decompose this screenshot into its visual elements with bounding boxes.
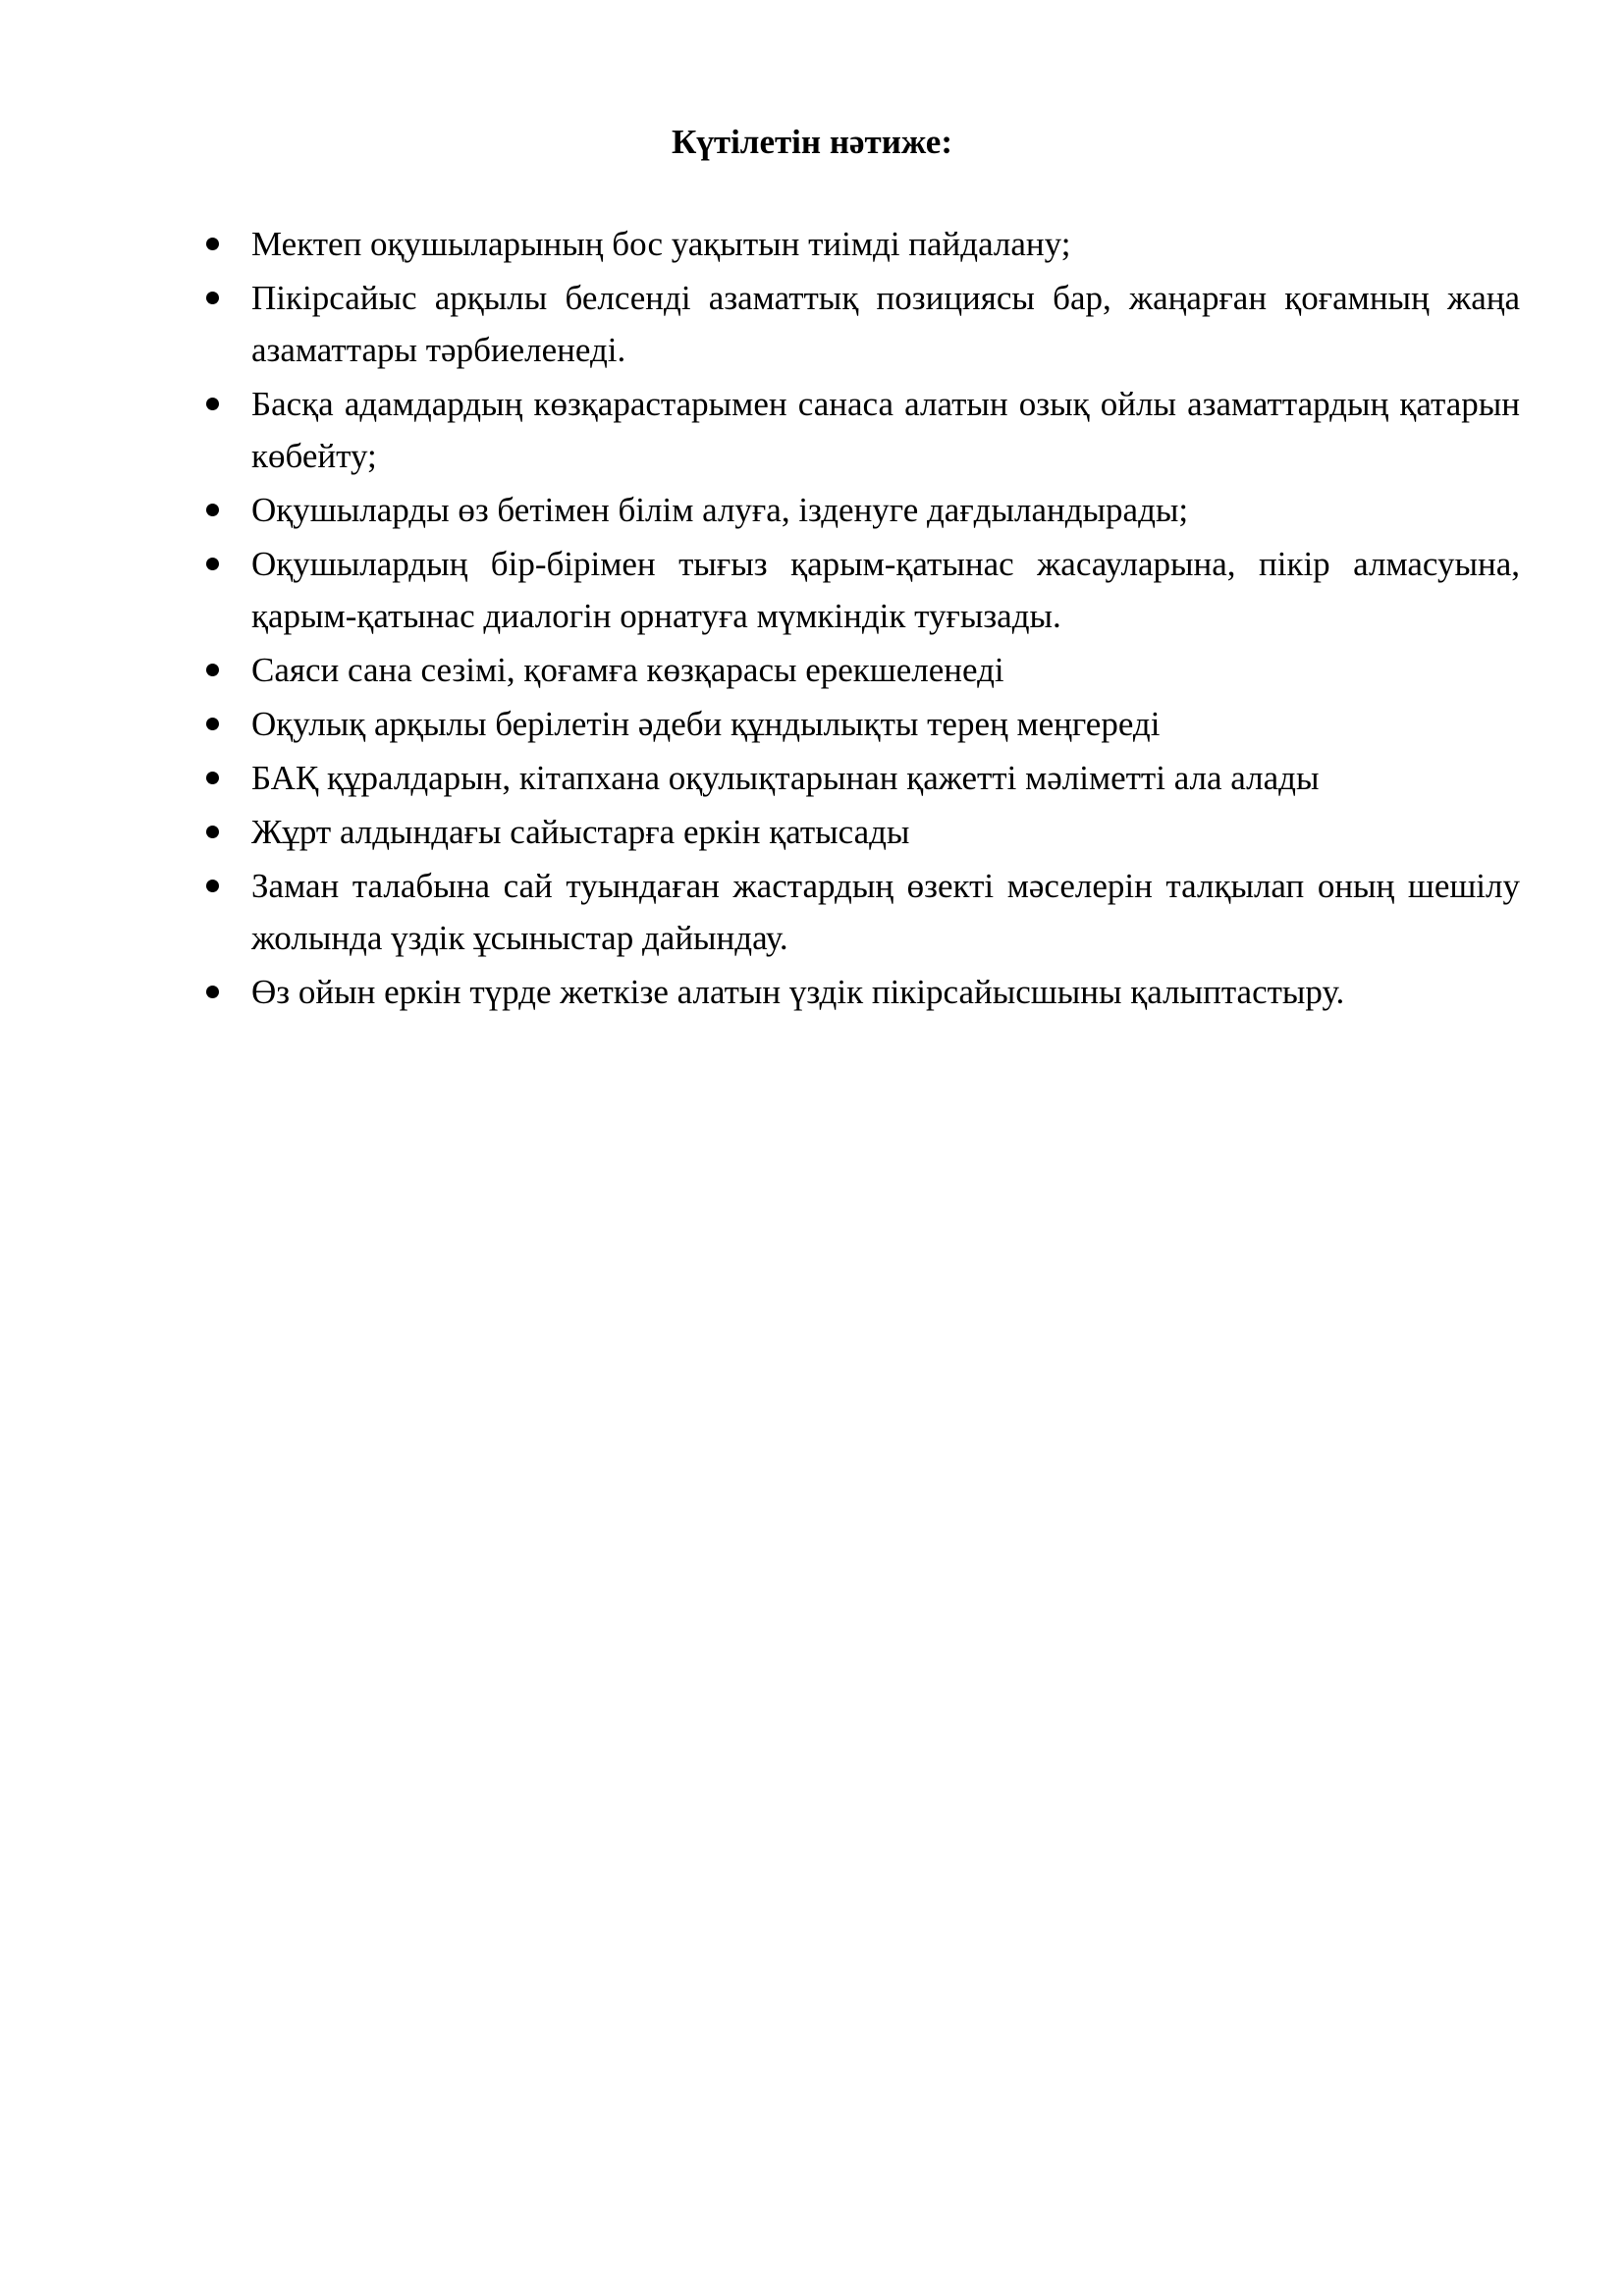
list-item — [0, 218, 1520, 270]
list-item-text: Оқулық арқылы берілетін әдеби құндылықты терең меңгереді — [251, 705, 1161, 743]
bullet-icon — [206, 986, 219, 998]
list-item — [0, 538, 1520, 642]
list-item — [0, 484, 1520, 536]
bullet-icon — [206, 558, 219, 570]
list-item — [0, 806, 1520, 858]
page-title: Күтілетін нәтиже: — [672, 123, 952, 161]
bullet-icon — [206, 880, 219, 892]
bullet-icon — [206, 826, 219, 838]
list-item — [0, 966, 1520, 1018]
list-item-text: Пікірсайыс арқылы белсенді азаматтық позициясы бар, жаңарған қоғамның жаңа азаматтары тәрбиеленеді. — [251, 279, 1520, 369]
list-item — [0, 272, 1520, 376]
bullet-icon — [206, 292, 219, 304]
list-item-text: Оқушыларды өз бетімен білім алуға, ізденуге дағдыландырады; — [251, 491, 1189, 529]
bullet-icon — [206, 718, 219, 730]
list-item-text: Заман талабына сай туындаған жастардың өзекті мәселерін талқылап оның шешілу жолында үздік ұсыныстар дайындау. — [251, 867, 1520, 957]
list-item-text: Жұрт алдындағы сайыстарға еркін қатысады — [251, 813, 910, 851]
bullet-icon — [206, 664, 219, 676]
list-item — [0, 860, 1520, 964]
list-item — [0, 752, 1520, 804]
list-item — [0, 378, 1520, 482]
expected-results-list — [0, 218, 1624, 1020]
list-item-text: Мектеп оқушыларының бос уақытын тиімді пайдалану; — [251, 225, 1071, 263]
bullet-icon — [206, 398, 219, 410]
list-item — [0, 698, 1520, 750]
list-item-text: Саяси сана сезімі, қоғамға көзқарасы ерекшеленеді — [251, 651, 1004, 689]
list-item-text: Басқа адамдардың көзқарастарымен санаса алатын озық ойлы азаматтардың қатарын көбейту; — [251, 385, 1520, 475]
list-item-text: Оқушылардың бір-бірімен тығыз қарым-қатынас жасауларына, пікір алмасуына, қарым-қатынас диалогін орнатуға мүмкіндік туғызады. — [251, 545, 1520, 635]
list-item-text: БАҚ құралдарын, кітапхана оқулықтарынан қажетті мәліметті ала алады — [251, 759, 1320, 797]
bullet-icon — [206, 238, 219, 250]
list-item-text: Өз ойын еркін түрде жеткізе алатын үздік пікірсайысшыны қалыптастыру. — [251, 973, 1345, 1011]
bullet-icon — [206, 772, 219, 784]
bullet-icon — [206, 504, 219, 516]
list-item — [0, 644, 1520, 696]
